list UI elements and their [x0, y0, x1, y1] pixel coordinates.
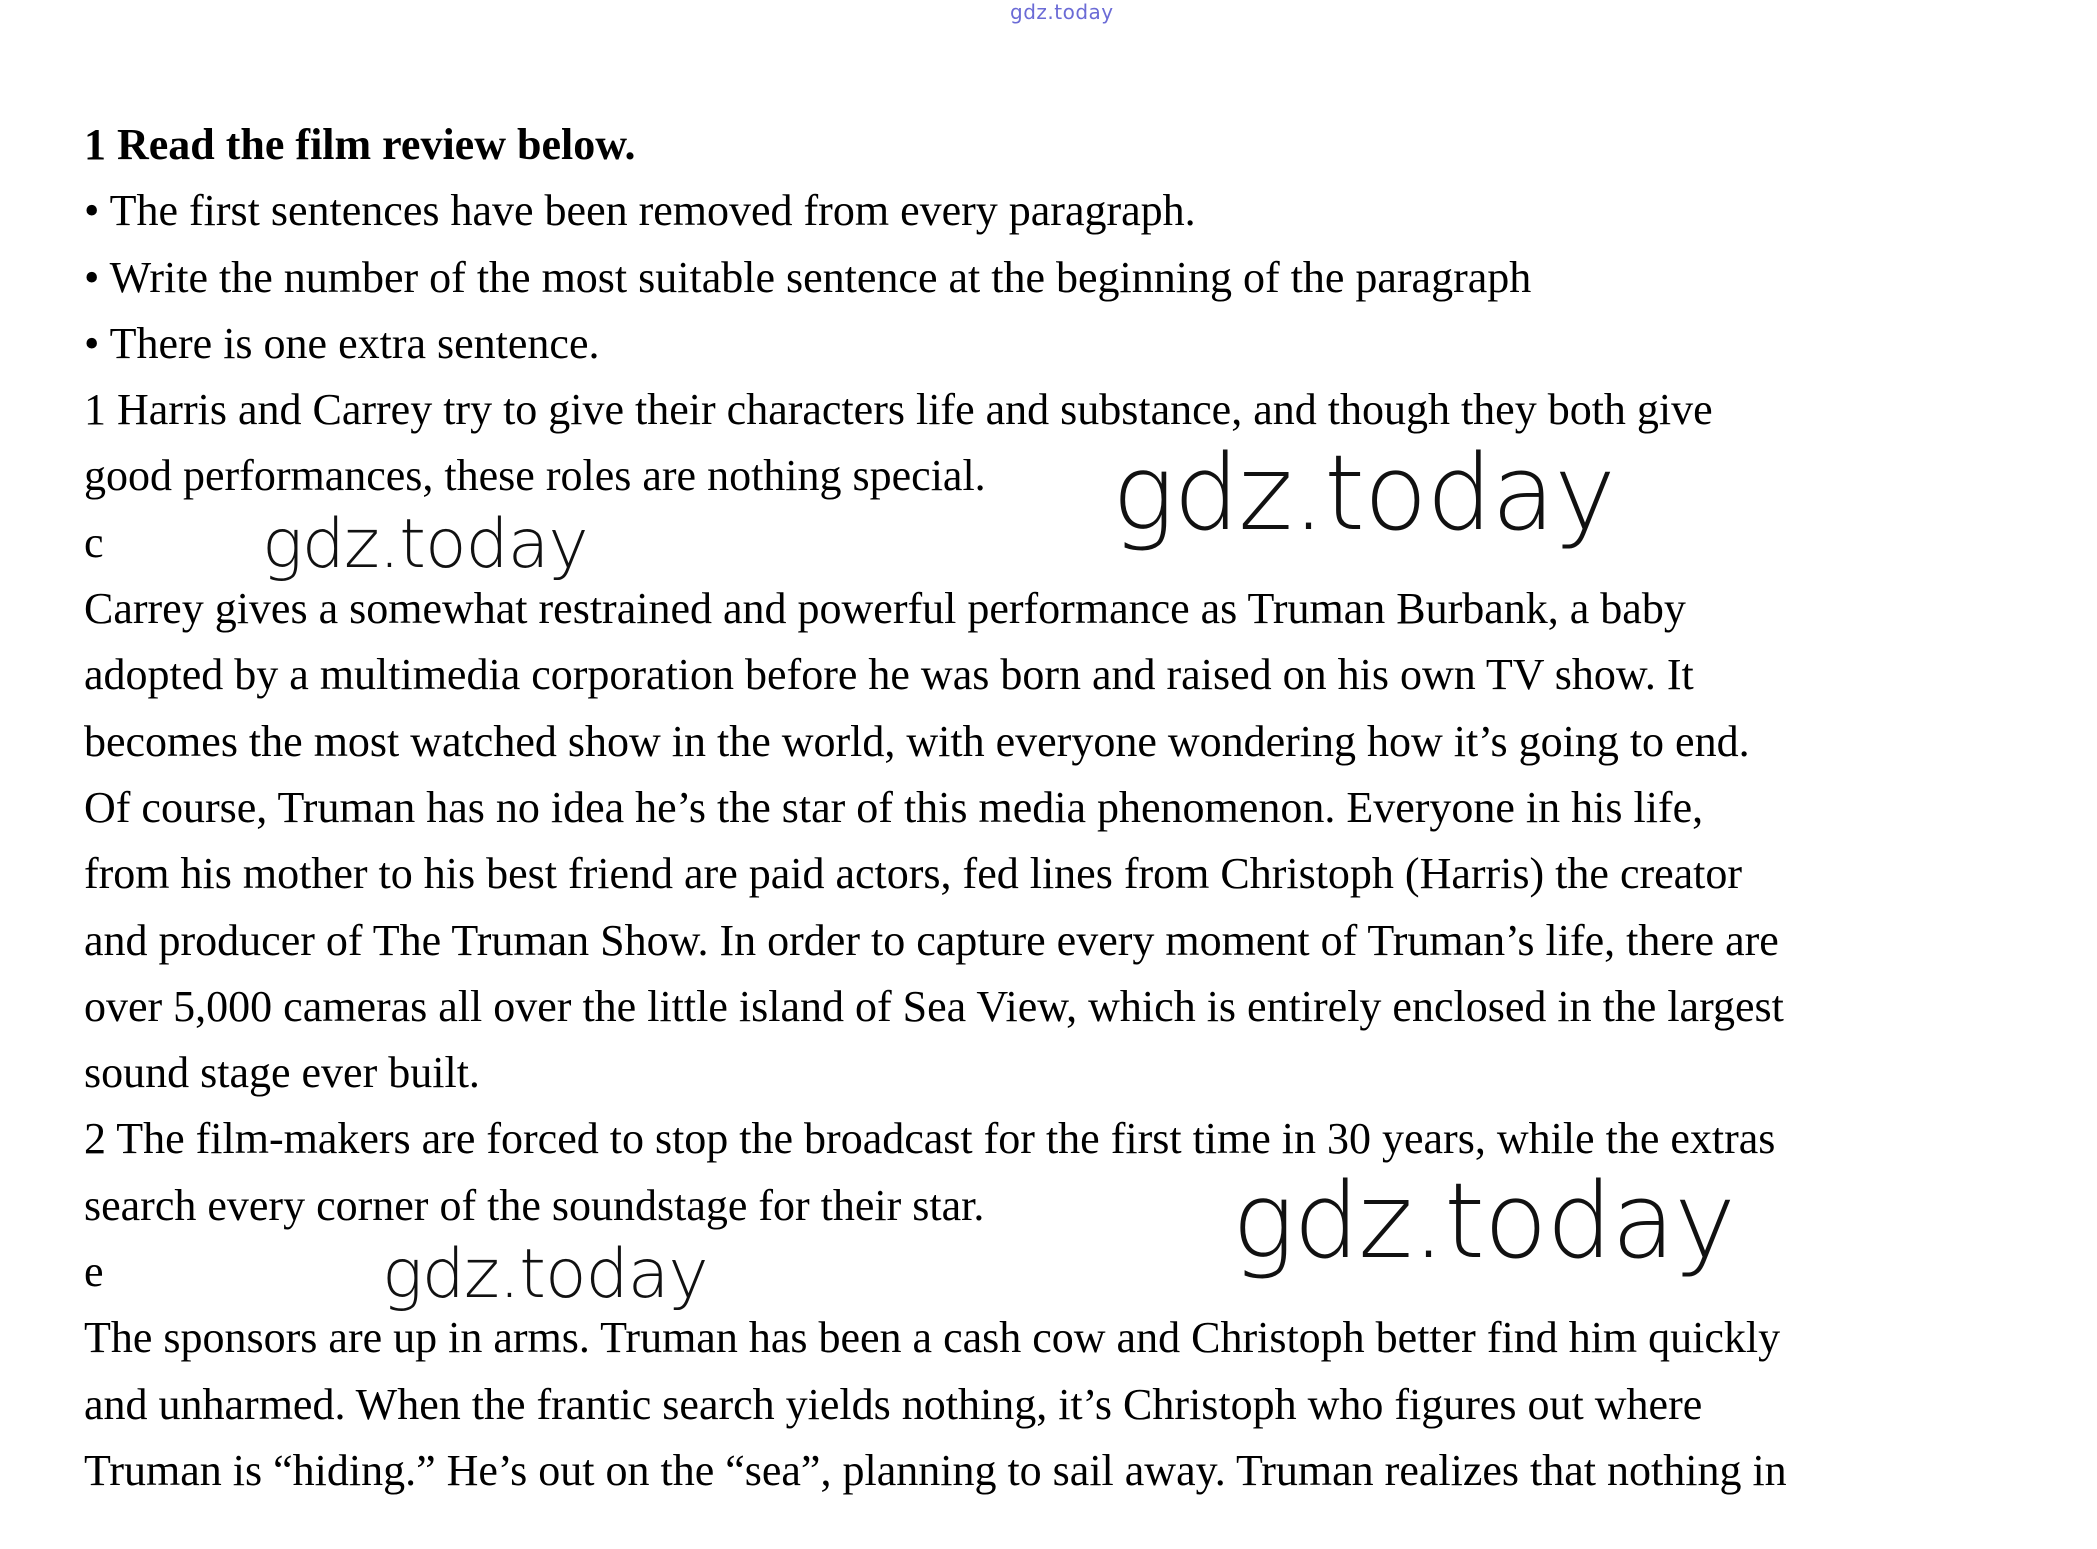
- watermark: gdz.today: [1232, 1160, 1735, 1282]
- header-watermark: gdz.today: [1010, 0, 1114, 24]
- paragraph-2-line: and unharmed. When the frantic search yields nothing, it’s Christoph who figures out where: [84, 1379, 1703, 1429]
- answer-1: c: [84, 517, 104, 567]
- watermark: gdz.today: [382, 1235, 708, 1314]
- sentence-2-line: search every corner of the soundstage for their star.: [84, 1180, 985, 1230]
- answer-2: e: [84, 1247, 104, 1297]
- paragraph-1-line: sound stage ever built.: [84, 1048, 480, 1098]
- sentence-1-line: 1 Harris and Carrey try to give their characters life and substance, and though they both give: [84, 385, 1713, 435]
- paragraph-1-line: and producer of The Truman Show. In order to capture every moment of Truman’s life, there are: [84, 915, 1779, 965]
- sentence-1-line: good performances, these roles are nothing special.: [84, 451, 986, 501]
- instruction-line: • There is one extra sentence.: [84, 318, 600, 368]
- exercise-title: 1 Read the film review below.: [84, 120, 636, 169]
- paragraph-2-line: The sponsors are up in arms. Truman has been a cash cow and Christoph better find him quickly: [84, 1313, 1781, 1363]
- instruction-line: • Write the number of the most suitable sentence at the beginning of the paragraph: [84, 252, 1532, 302]
- instruction-line: • The first sentences have been removed from every paragraph.: [84, 186, 1196, 236]
- sentence-2-line: 2 The film-makers are forced to stop the broadcast for the first time in 30 years, while the extras: [84, 1114, 1776, 1164]
- paragraph-1-line: adopted by a multimedia corporation before he was born and raised on his own TV show. It: [84, 650, 1694, 700]
- paragraph-1-line: Carrey gives a somewhat restrained and powerful performance as Truman Burbank, a baby: [84, 584, 1686, 634]
- paragraph-2-line: Truman is “hiding.” He’s out on the “sea”, planning to sail away. Truman realizes that nothing in: [84, 1445, 1787, 1495]
- paragraph-1-line: becomes the most watched show in the world, with everyone wondering how it’s going to end.: [84, 716, 1750, 766]
- paragraph-1-line: Of course, Truman has no idea he’s the star of this media phenomenon. Everyone in his life,: [84, 782, 1704, 832]
- paragraph-1-line: from his mother to his best friend are paid actors, fed lines from Christoph (Harris) the creator: [84, 849, 1743, 899]
- watermark: gdz.today: [1112, 432, 1615, 554]
- watermark: gdz.today: [262, 505, 588, 584]
- document-content: [84, 112, 2044, 1504]
- paragraph-1-line: over 5,000 cameras all over the little island of Sea View, which is entirely enclosed in the largest: [84, 981, 1784, 1031]
